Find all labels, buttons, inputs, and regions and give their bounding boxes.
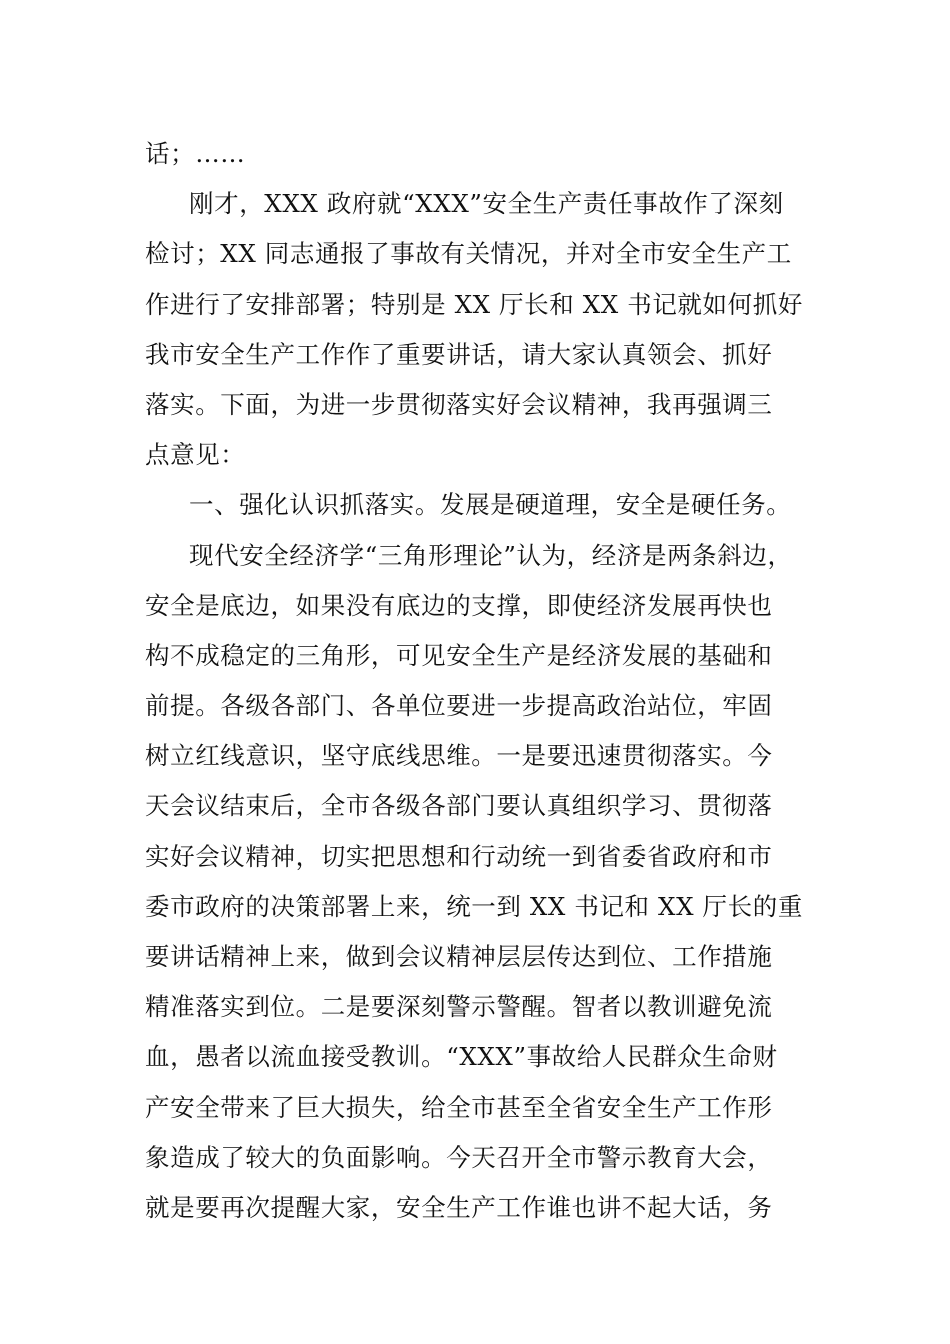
text-line: 检讨；XX 同志通报了事故有关情况，并对全市安全生产工 <box>145 239 792 269</box>
text-line: 精准落实到位。二是要深刻警示警醒。智者以教训避免流 <box>145 992 773 1022</box>
body-text <box>145 129 815 1233</box>
text-line: 产安全带来了巨大损失，给全市甚至全省安全生产工作形 <box>145 1092 773 1122</box>
text-line: 构不成稳定的三角形，可见安全生产是经济发展的基础和 <box>145 640 773 670</box>
text-line: 刚才，XXX 政府就“XXX”安全生产责任事故作了深刻 <box>189 189 784 219</box>
text-line: 我市安全生产工作作了重要讲话，请大家认真领会、抓好 <box>145 339 773 369</box>
text-line: 安全是底边，如果没有底边的支撑，即使经济发展再快也 <box>145 590 773 620</box>
text-line: 树立红线意识，坚守底线思维。一是要迅速贯彻落实。今 <box>145 741 773 771</box>
text-line: 点意见： <box>145 440 246 470</box>
text-line: 前提。各级各部门、各单位要进一步提高政治站位，牢固 <box>145 691 773 721</box>
text-line: 实好会议精神，切实把思想和行动统一到省委省政府和市 <box>145 841 773 871</box>
text-line: 落实。下面，为进一步贯彻落实好会议精神，我再强调三 <box>145 389 773 419</box>
text-line: 要讲话精神上来，做到会议精神层层传达到位、工作措施 <box>145 942 773 971</box>
text-line: 话；…… <box>145 139 246 168</box>
text-line: 象造成了较大的负面影响。今天召开全市警示教育大会， <box>145 1142 773 1172</box>
text-line: 作进行了安排部署；特别是 XX 厅长和 XX 书记就如何抓好 <box>145 289 803 319</box>
text-line: 就是要再次提醒大家，安全生产工作谁也讲不起大话，务 <box>145 1192 773 1222</box>
text-line: 天会议结束后，全市各级各部门要认真组织学习、贯彻落 <box>145 791 773 821</box>
section-heading: 一、强化认识抓落实。发展是硬道理，安全是硬任务。 <box>189 490 792 520</box>
text-line: 血，愚者以流血接受教训。“XXX”事故给人民群众生命财 <box>145 1042 778 1072</box>
text-line: 现代安全经济学“三角形理论”认为，经济是两条斜边， <box>189 540 793 570</box>
text-line: 委市政府的决策部署上来，统一到 XX 书记和 XX 厅长的重 <box>145 891 803 921</box>
